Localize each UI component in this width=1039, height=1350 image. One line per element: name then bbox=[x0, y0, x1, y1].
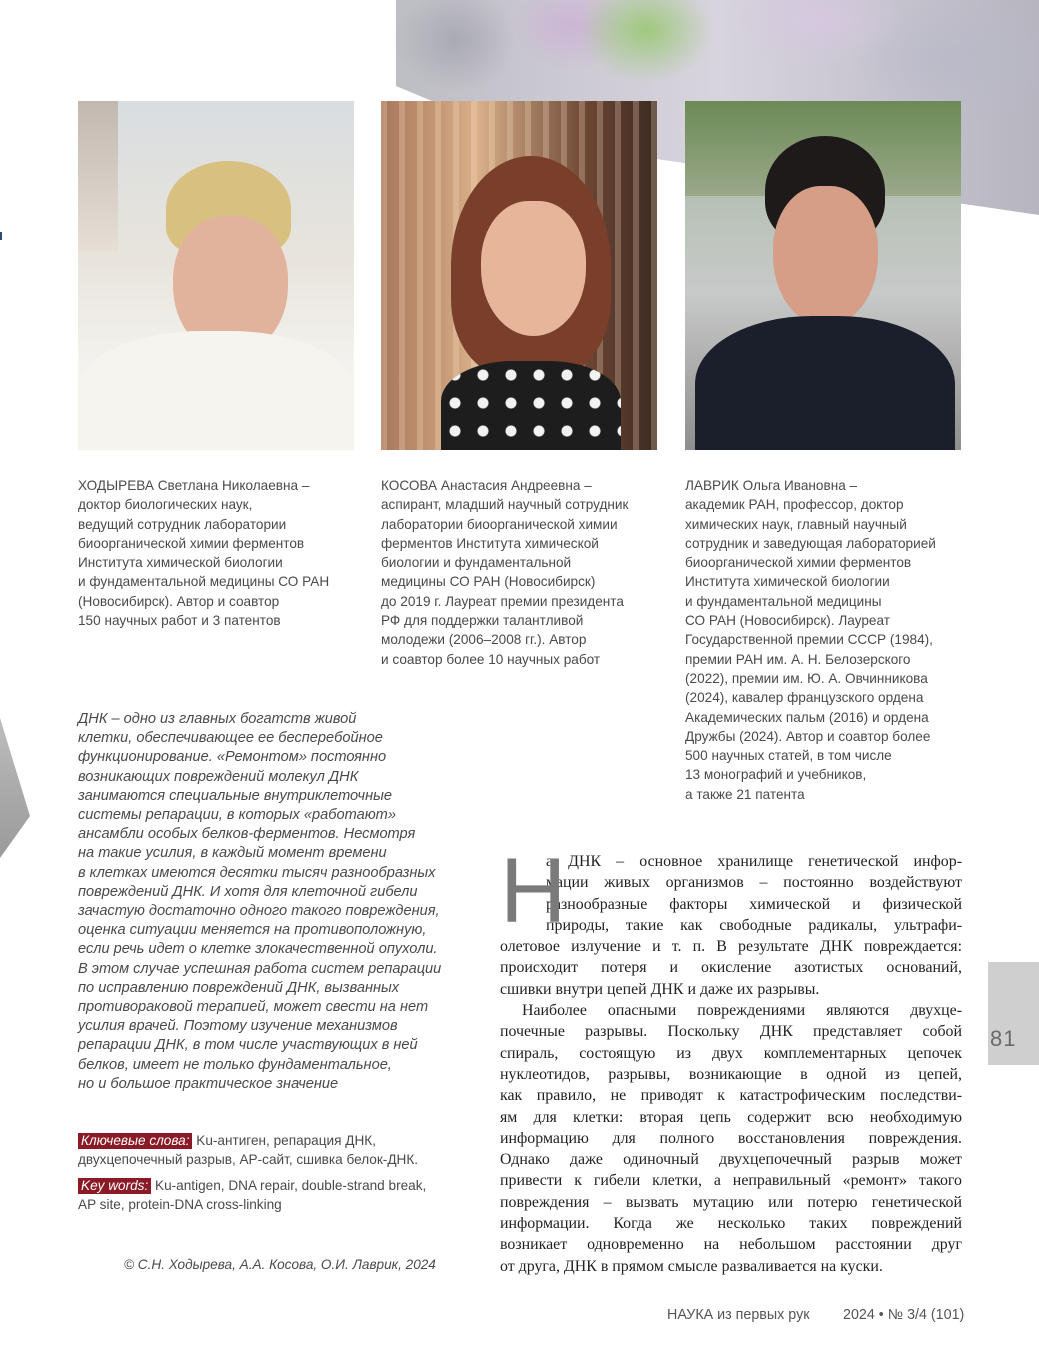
abstract-line: усилия врачей. Поэтому изучение механизмов bbox=[78, 1018, 398, 1035]
abstract-line: но и большое практическое значение bbox=[78, 1075, 339, 1092]
bio-line: премии РАН им. А. Н. Белозерского bbox=[685, 651, 911, 667]
body-line: привести к гибели клетки, а неправильный «ремонт» такого bbox=[500, 1172, 962, 1190]
body-line: разнообразные факторы химической и физической bbox=[546, 895, 962, 913]
body-line: ям для клетки: вторая цепь содержит всю необходимую bbox=[500, 1108, 962, 1126]
keywords-text: Ku-antigen, DNA repair, double-strand break, bbox=[151, 1178, 427, 1193]
bio-line: (Новосибирск). Автор и соавтор bbox=[78, 593, 280, 609]
bio-line: Дружбы (2024). Автор и соавтор более bbox=[685, 728, 931, 744]
abstract-line: возникающих повреждений молекул ДНК bbox=[78, 768, 359, 785]
body-line: природы, такие как свободные радикалы, ультрафи- bbox=[546, 916, 962, 934]
bio-line: (2022), премии им. Ю. А. Овчинникова bbox=[685, 670, 928, 686]
author-photo-khodyreva bbox=[78, 101, 354, 450]
body-line: а ДНК – основное хранилище генетической инфор- bbox=[546, 853, 962, 870]
body-line: как правило, не приводят к катастрофическим последстви- bbox=[500, 1087, 962, 1105]
bio-line: ферментов Института химической bbox=[381, 535, 599, 551]
bio-line: биологии и фундаментальной bbox=[381, 555, 572, 571]
body-line: повреждения – вызвать мутацию или потерю генетической bbox=[500, 1193, 962, 1211]
bio-line: Государственной премии СССР (1984), bbox=[685, 632, 933, 648]
abstract-line: зачастую достаточно одного такого повреждения, bbox=[78, 903, 440, 920]
bio-line: ведущий сотрудник лаборатории bbox=[78, 516, 287, 532]
abstract-line: белков, имеет не только фундаментальное, bbox=[78, 1056, 392, 1073]
abstract-line: В этом случае успешная работа систем репарации bbox=[78, 960, 442, 977]
bio-line: Академических пальм (2016) и ордена bbox=[685, 709, 929, 725]
abstract-line: занимаются специальные внутриклеточные bbox=[78, 787, 392, 804]
bio-line: 500 научных статей, в том числе bbox=[685, 748, 892, 764]
bio-line: 150 научных работ и 3 патентов bbox=[78, 613, 281, 629]
abstract bbox=[78, 710, 478, 1094]
page-number: 81 bbox=[990, 1026, 1017, 1051]
abstract-line: противораковой терапией, может свести на нет bbox=[78, 999, 429, 1016]
copyright: © С.Н. Ходырева, А.А. Косова, О.И. Лаврик, 2024 bbox=[124, 1257, 436, 1272]
bio-line: биоорганической химии ферментов bbox=[78, 535, 305, 551]
bio-line: РФ для поддержки талантливой bbox=[381, 613, 584, 629]
bio-line: биоорганической химии ферментов bbox=[685, 555, 912, 571]
bio-line: и фундаментальной медицины bbox=[685, 593, 882, 609]
abstract-line: клетки, обеспечивающее ее бесперебойное bbox=[78, 730, 383, 747]
keywords-text: Ku-антиген, репарация ДНК, bbox=[192, 1133, 376, 1148]
abstract-line: если речь идет о клетке злокачественной опухоли. bbox=[78, 941, 438, 958]
body-line: Однако даже одиночный двухцепочечный разрыв может bbox=[500, 1151, 962, 1169]
keywords-ru bbox=[78, 1131, 478, 1170]
keywords-en bbox=[78, 1176, 478, 1215]
body-line: Наиболее опасными повреждениями являются двухце- bbox=[522, 1002, 962, 1020]
body-line: от друга, ДНК в прямом смысле разваливается на куски. bbox=[500, 1257, 883, 1275]
footer-journal: НАУКА из первых рук bbox=[667, 1307, 810, 1323]
bio-line: химических наук, главный научный bbox=[685, 516, 907, 532]
body-line: возникает одновременно на небольшом расстоянии друг bbox=[500, 1236, 962, 1254]
body-line: информации. Когда же несколько таких повреждений bbox=[500, 1215, 962, 1233]
bio-line: академик РАН, профессор, доктор bbox=[685, 497, 904, 513]
bio-line: ЛАВРИК Ольга Ивановна – bbox=[685, 478, 858, 493]
bio-line: медицины СО РАН (Новосибирск) bbox=[381, 574, 596, 590]
body-line: сшивки внутри цепей ДНК и даже их разрывы. bbox=[500, 980, 820, 998]
bio-line: доктор биологических наук, bbox=[78, 497, 253, 513]
bio-line: до 2019 г. Лауреат премии президента bbox=[381, 593, 624, 609]
abstract-line: ДНК – одно из главных богатств живой bbox=[78, 711, 357, 727]
abstract-line: на такие усилия, в каждый момент времени bbox=[78, 845, 387, 862]
body-line: нуклеотидов, разрывы, возникающие в одной из цепей, bbox=[500, 1065, 962, 1083]
bio-line: аспирант, младший научный сотрудник bbox=[381, 497, 629, 513]
bio-line: (2024), кавалер французского ордена bbox=[685, 690, 924, 706]
bio-line: КОСОВА Анастасия Андреевна – bbox=[381, 478, 592, 493]
bio-line: молодежи (2006–2008 гг.). Автор bbox=[381, 632, 587, 648]
bio-line: Института химической биологии bbox=[685, 574, 890, 590]
abstract-line: функционирование. «Ремонтом» постоянно bbox=[78, 749, 387, 766]
keywords-label: Key words: bbox=[78, 1178, 151, 1194]
drop-cap: Н bbox=[500, 840, 567, 942]
abstract-line: репарации ДНК, в том числе участвующих в ней bbox=[78, 1037, 418, 1054]
abstract-line: повреждений ДНК. И хотя для клеточной гибели bbox=[78, 883, 418, 900]
bio-line: сотрудник и заведующая лабораторией bbox=[685, 535, 936, 551]
keywords-label: Ключевые слова: bbox=[78, 1133, 192, 1149]
abstract-line: по исправлению повреждений ДНК, вызванных bbox=[78, 979, 400, 996]
bio-line: СО РАН (Новосибирск). Лауреат bbox=[685, 613, 890, 629]
body-line: спираль, состоящую из двух комплементарных цепочек bbox=[500, 1044, 962, 1062]
keywords-text: двухцепочечный разрыв, АР-сайт, сшивка белок-ДНК. bbox=[78, 1152, 419, 1168]
body-line: почечные разрывы. Поскольку ДНК представляет собой bbox=[500, 1023, 962, 1041]
bio-line: 13 монографий и учебников, bbox=[685, 767, 867, 783]
bio-line: ХОДЫРЕВА Светлана Николаевна – bbox=[78, 478, 310, 493]
body-line: мации живых организмов – постоянно воздействуют bbox=[546, 874, 962, 892]
abstract-line: оценка ситуации меняется на противоположную, bbox=[78, 922, 427, 939]
author-bio-lavrik bbox=[685, 476, 970, 804]
body-line: олетовое излучение и т. п. В результате ДНК повреждается: bbox=[500, 938, 962, 956]
decorative-shape bbox=[0, 718, 30, 858]
article-body bbox=[500, 840, 962, 1277]
author-photo-kosova bbox=[381, 101, 657, 450]
footer-issue: 2024 • № 3/4 (101) bbox=[843, 1307, 965, 1323]
body-line: информацию для полного восстановления повреждения. bbox=[500, 1129, 962, 1147]
bio-line: лаборатории биоорганической химии bbox=[381, 516, 618, 532]
abstract-line: в клетках имеются десятки тысяч разнообразных bbox=[78, 864, 436, 881]
bio-line: и фундаментальной медицины СО РАН bbox=[78, 574, 330, 590]
bio-line: а также 21 патента bbox=[685, 786, 805, 802]
bio-line: и соавтор более 10 научных работ bbox=[381, 651, 601, 667]
abstract-line: ансамбли особых белков-ферментов. Несмотря bbox=[78, 826, 416, 843]
bio-line: Института химической биологии bbox=[78, 555, 283, 571]
keywords-text: AP site, protein-DNA cross-linking bbox=[78, 1197, 282, 1213]
margin-mark bbox=[0, 232, 2, 240]
author-photo-lavrik bbox=[685, 101, 961, 450]
body-line: происходит потеря и окисление азотистых оснований, bbox=[500, 959, 962, 977]
abstract-line: системы репарации, в которых «работают» bbox=[78, 807, 396, 824]
author-bio-kosova bbox=[381, 476, 666, 669]
author-bio-khodyreva bbox=[78, 476, 363, 630]
